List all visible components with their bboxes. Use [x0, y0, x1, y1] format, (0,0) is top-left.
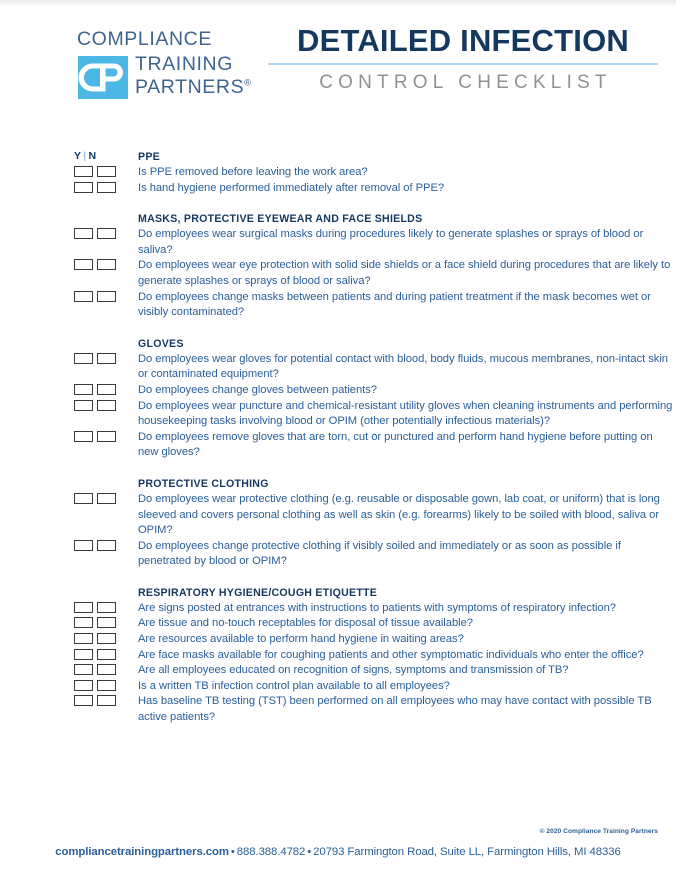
logo-text-training: TRAINING: [135, 53, 233, 75]
checklist-item-text: Is a written TB infection control plan available to all employees?: [138, 679, 450, 692]
checklist-item: [0, 663, 676, 679]
checkbox-no[interactable]: [97, 664, 116, 675]
footer-separator-1: •: [230, 846, 235, 858]
checkbox-no[interactable]: [97, 384, 116, 395]
yes-no-checkbox-pair: [74, 182, 124, 193]
yes-no-checkbox-pair: [74, 228, 124, 239]
checklist-section: [0, 150, 676, 196]
checklist-item-text: Are tissue and no-touch receptables for disposal of tissue available?: [138, 617, 473, 630]
section-heading: PPE: [138, 151, 160, 163]
logo-partners-word: PARTNERS: [135, 76, 245, 98]
checkbox-yes[interactable]: [74, 540, 93, 551]
checkbox-yes[interactable]: [74, 228, 93, 239]
checkbox-yes[interactable]: [74, 664, 93, 675]
checkbox-yes[interactable]: [74, 633, 93, 644]
checklist-item-text: Do employees wear puncture and chemical-resistant utility gloves when cleaning instruments and performing housekeeping tasks involving blood or OPIM (other potentially infectious materials)?: [138, 399, 673, 428]
checklist-item: [0, 601, 676, 617]
checklist-item-text: Do employees remove gloves that are torn, cut or punctured and perform hand hygiene before putting on new gloves?: [138, 430, 653, 459]
footer-address: 20793 Farmington Road, Suite LL, Farmington Hills, MI 48336: [313, 846, 621, 858]
checkbox-no[interactable]: [97, 633, 116, 644]
yn-divider: |: [83, 150, 87, 162]
checklist-item: [0, 181, 676, 197]
no-label: N: [88, 150, 97, 162]
checklist-item: [0, 399, 676, 430]
checklist-item-text: Do employees wear eye protection with solid side shields or a face shield during procedures that are likely to generate splashes or sprays of blood or saliva?: [138, 259, 671, 287]
checkbox-yes[interactable]: [74, 680, 93, 691]
checkbox-no[interactable]: [97, 182, 116, 193]
checklist-item-text: Is hand hygiene performed immediately after removal of PPE?: [138, 181, 445, 194]
checkbox-no[interactable]: [97, 602, 116, 613]
footer-contact-bar: [0, 846, 676, 858]
checklist-section: [0, 586, 676, 726]
checklist-item: [0, 383, 676, 399]
logo-registered-mark: ®: [244, 77, 252, 88]
title-divider: [268, 63, 658, 65]
section-spacer: [0, 461, 676, 477]
checkbox-yes[interactable]: [74, 400, 93, 411]
document-header: [0, 24, 676, 108]
checklist-item: [0, 632, 676, 648]
yes-label: Y: [74, 150, 82, 162]
yes-no-checkbox-pair: [74, 259, 124, 270]
yes-no-checkbox-pair: [74, 602, 124, 613]
checkbox-yes[interactable]: [74, 259, 93, 270]
section-heading: RESPIRATORY HYGIENE/COUGH ETIQUETTE: [138, 586, 378, 599]
yes-no-checkbox-pair: [74, 400, 124, 411]
checklist-item: [0, 539, 676, 570]
checkbox-no[interactable]: [97, 166, 116, 177]
page-title: DETAILED INFECTION: [297, 23, 629, 58]
section-spacer: [0, 196, 676, 212]
checkbox-no[interactable]: [97, 228, 116, 239]
checklist-item-text: Are all employees educated on recognition of signs, symptoms and transmission of TB?: [138, 664, 569, 677]
section-spacer: [0, 570, 676, 586]
section-heading: GLOVES: [138, 337, 184, 350]
checkbox-no[interactable]: [97, 493, 116, 504]
yes-no-checkbox-pair: [74, 695, 124, 706]
checklist-item-text: Do employees change gloves between patients?: [138, 383, 377, 396]
footer-phone[interactable]: 888.388.4782: [236, 846, 306, 858]
checkbox-no[interactable]: [97, 291, 116, 302]
checkbox-no[interactable]: [97, 353, 116, 364]
checkbox-no[interactable]: [97, 617, 116, 628]
footer-website-link[interactable]: compliancetrainingpartners.com: [55, 846, 229, 858]
yes-no-checkbox-pair: [74, 680, 124, 691]
cp-logo-mark-icon: [78, 56, 128, 99]
section-heading: MASKS, PROTECTIVE EYEWEAR AND FACE SHIELDS: [138, 213, 423, 226]
checklist-item-text: Do employees change protective clothing if visibly soiled and immediately or as soon as possible if penetrated by blood or OPIM?: [138, 539, 621, 568]
checkbox-no[interactable]: [97, 400, 116, 411]
checklist-body: [0, 150, 676, 726]
checkbox-no[interactable]: [97, 259, 116, 270]
checklist-item: [0, 694, 676, 725]
yes-no-checkbox-pair: [74, 493, 124, 504]
section-heading: PROTECTIVE CLOTHING: [138, 477, 269, 490]
yes-no-checkbox-pair: [74, 291, 124, 302]
checklist-item-text: Do employees wear gloves for potential contact with blood, body fluids, mucous membranes, non-intact skin or contaminated equipment?: [138, 352, 668, 381]
document-title-block: [268, 24, 658, 94]
yes-no-checkbox-pair: [74, 617, 124, 628]
checkbox-yes[interactable]: [74, 182, 93, 193]
yes-no-checkbox-pair: [74, 431, 124, 442]
yes-no-checkbox-pair: [74, 540, 124, 551]
yes-no-checkbox-pair: [74, 664, 124, 675]
checkbox-yes[interactable]: [74, 649, 93, 660]
checklist-item: [0, 648, 676, 664]
checklist-item-text: Are face masks available for coughing patients and other symptomatic individuals who enter the office?: [138, 648, 644, 661]
checklist-item: [0, 430, 676, 461]
section-spacer: [0, 321, 676, 337]
checklist-item: [0, 616, 676, 632]
page-top-shadow: [0, 0, 676, 7]
checkbox-yes[interactable]: [74, 493, 93, 504]
logo-text-compliance: COMPLIANCE: [77, 28, 212, 50]
checklist-item-text: Are signs posted at entrances with instructions to patients with symptoms of respiratory infection?: [138, 601, 616, 614]
checklist-item: [0, 352, 676, 383]
checklist-section: [0, 477, 676, 570]
checklist-item: [0, 258, 676, 289]
company-logo: [76, 28, 252, 100]
checkbox-yes[interactable]: [74, 291, 93, 302]
yes-no-checkbox-pair: [74, 353, 124, 364]
checkbox-no[interactable]: [97, 431, 116, 442]
checklist-item: [0, 290, 676, 321]
checklist-item-text: Do employees change masks between patients and during patient treatment if the mask becomes wet or visibly contaminated?: [138, 290, 651, 319]
checklist-item-text: Are resources available to perform hand hygiene in waiting areas?: [138, 633, 464, 646]
checkbox-yes[interactable]: [74, 431, 93, 442]
checkbox-yes[interactable]: [74, 384, 93, 395]
yes-no-checkbox-pair: [74, 633, 124, 644]
checklist-item: [0, 492, 676, 539]
checklist-section: [0, 212, 676, 321]
yes-no-checkbox-pair: [74, 384, 124, 395]
yes-no-checkbox-pair: [74, 649, 124, 660]
checklist-item-text: Do employees wear surgical masks during procedures likely to generate splashes or sprays of blood or saliva?: [138, 228, 644, 256]
checkbox-no[interactable]: [97, 540, 116, 551]
checklist-item-text: Is PPE removed before leaving the work area?: [138, 166, 368, 178]
checklist-item: [0, 679, 676, 695]
checkbox-no[interactable]: [97, 649, 116, 660]
checkbox-yes[interactable]: [74, 695, 93, 706]
checkbox-no[interactable]: [97, 680, 116, 691]
checkbox-yes[interactable]: [74, 353, 93, 364]
footer-separator-2: •: [307, 846, 312, 858]
checklist-item-text: Has baseline TB testing (TST) been performed on all employees who may have contact with possible TB active patients?: [138, 695, 652, 724]
logo-text-partners: [135, 76, 251, 99]
checklist-section: [0, 337, 676, 461]
checkbox-yes[interactable]: [74, 166, 93, 177]
page-subtitle: CONTROL CHECKLIST: [319, 71, 612, 93]
checkbox-yes[interactable]: [74, 617, 93, 628]
checklist-item: [0, 165, 676, 181]
checklist-item-text: Do employees wear protective clothing (e.g. reusable or disposable gown, lab coat, or uniform) that is long sleeved and covers personal clothing as well as skin (e.g. forearms) likely to be soiled with blood, saliva or OPIM?: [138, 492, 660, 537]
checklist-item: [0, 227, 676, 258]
checkbox-no[interactable]: [97, 695, 116, 706]
yes-no-checkbox-pair: [74, 166, 124, 177]
checkbox-yes[interactable]: [74, 602, 93, 613]
copyright-notice: © 2020 Compliance Training Partners: [539, 828, 658, 835]
